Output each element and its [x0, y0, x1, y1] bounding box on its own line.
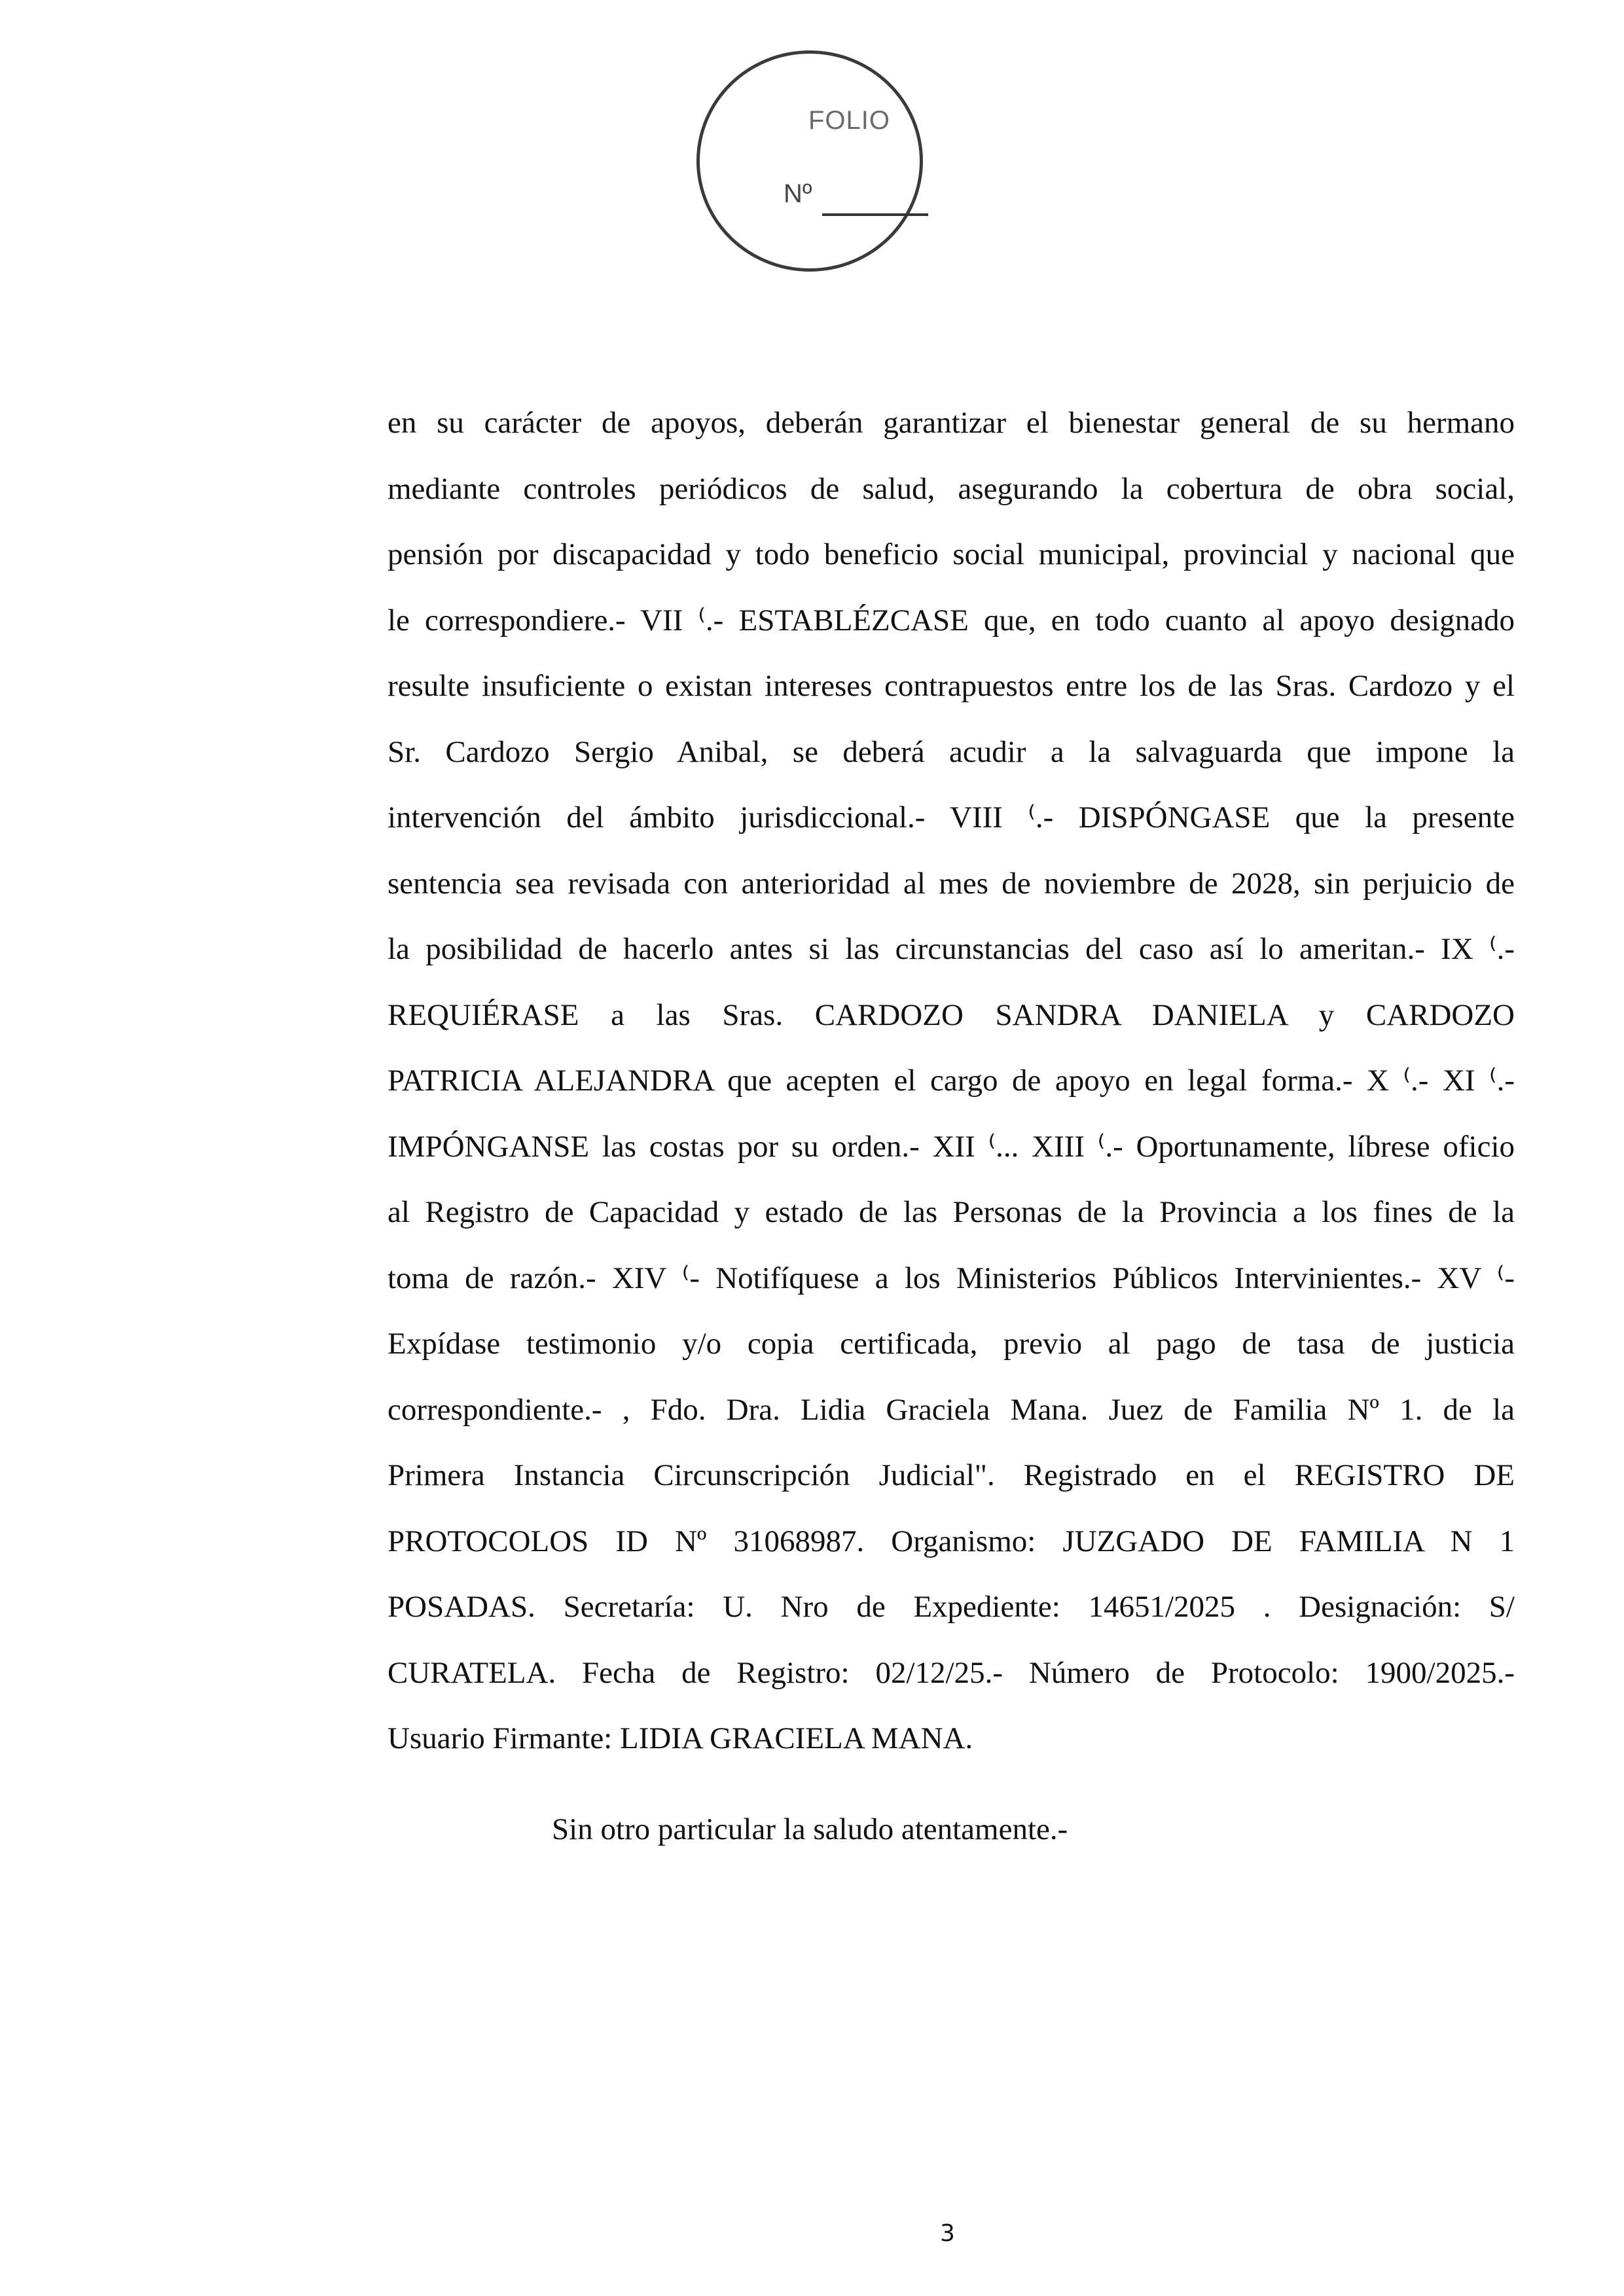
body-line: le correspondiere.- VII ⁽.- ESTABLÉZCASE que, en todo cuanto al apoyo designado	[388, 603, 1515, 637]
body-line: toma de razón.- XIV ⁽- Notifíquese a los Ministerios Públicos Intervinientes.- XV ⁽-	[388, 1261, 1515, 1295]
body-line: mediante controles periódicos de salud, asegurando la cobertura de obra social,	[388, 471, 1515, 506]
body-line: Expídase testimonio y/o copia certificada, previo al pago de tasa de justicia	[388, 1327, 1515, 1361]
body-line: Primera Instancia Circunscripción Judicial". Registrado en el REGISTRO DE	[388, 1458, 1515, 1492]
body-line: CURATELA. Fecha de Registro: 02/12/25.- Número de Protocolo: 1900/2025.-	[388, 1655, 1515, 1690]
body-line: resulte insuficiente o existan intereses contrapuestos entre los de las Sras. Cardozo y el	[388, 669, 1515, 703]
folio-number-blank-line	[822, 213, 928, 216]
body-line: PATRICIA ALEJANDRA que acepten el cargo de apoyo en legal forma.- X ⁽.- XI ⁽.-	[388, 1064, 1515, 1098]
body-line: Usuario Firmante: LIDIA GRACIELA MANA.	[388, 1721, 973, 1755]
body-line: en su carácter de apoyos, deberán garantizar el bienestar general de su hermano	[388, 406, 1515, 440]
body-line: al Registro de Capacidad y estado de las Personas de la Provincia a los fines de la	[388, 1195, 1515, 1229]
body-line: la posibilidad de hacerlo antes si las circunstancias del caso así lo ameritan.- IX ⁽.-	[388, 932, 1515, 966]
body-line: REQUIÉRASE a las Sras. CARDOZO SANDRA DANIELA y CARDOZO	[388, 997, 1515, 1032]
body-paragraph	[388, 390, 1515, 1772]
body-line: PROTOCOLOS ID Nº 31068987. Organismo: JUZGADO DE FAMILIA N 1	[388, 1524, 1515, 1558]
body-line: sentencia sea revisada con anterioridad al mes de noviembre de 2028, sin perjuicio de	[388, 866, 1515, 901]
folio-stamp	[696, 50, 923, 272]
page-number: 3	[940, 2220, 955, 2247]
body-line: correspondiente.- , Fdo. Dra. Lidia Graciela Mana. Juez de Familia Nº 1. de la	[388, 1392, 1515, 1427]
folio-label: FOLIO	[808, 106, 891, 135]
body-line: POSADAS. Secretaría: U. Nro de Expediente: 14651/2025 . Designación: S/	[388, 1590, 1515, 1624]
closing-salutation: Sin otro particular la saludo atentamente.-	[552, 1812, 1068, 1846]
body-line: Sr. Cardozo Sergio Anibal, se deberá acudir a la salvaguarda que impone la	[388, 734, 1515, 769]
body-line: pensión por discapacidad y todo beneficio social municipal, provincial y nacional que	[388, 537, 1515, 571]
folio-number-label: Nº	[784, 179, 812, 208]
body-line: IMPÓNGANSE las costas por su orden.- XII ⁽... XIII ⁽.- Oportunamente, líbrese oficio	[388, 1129, 1515, 1164]
body-line: intervención del ámbito jurisdiccional.- VIII ⁽.- DISPÓNGASE que la presente	[388, 800, 1515, 834]
